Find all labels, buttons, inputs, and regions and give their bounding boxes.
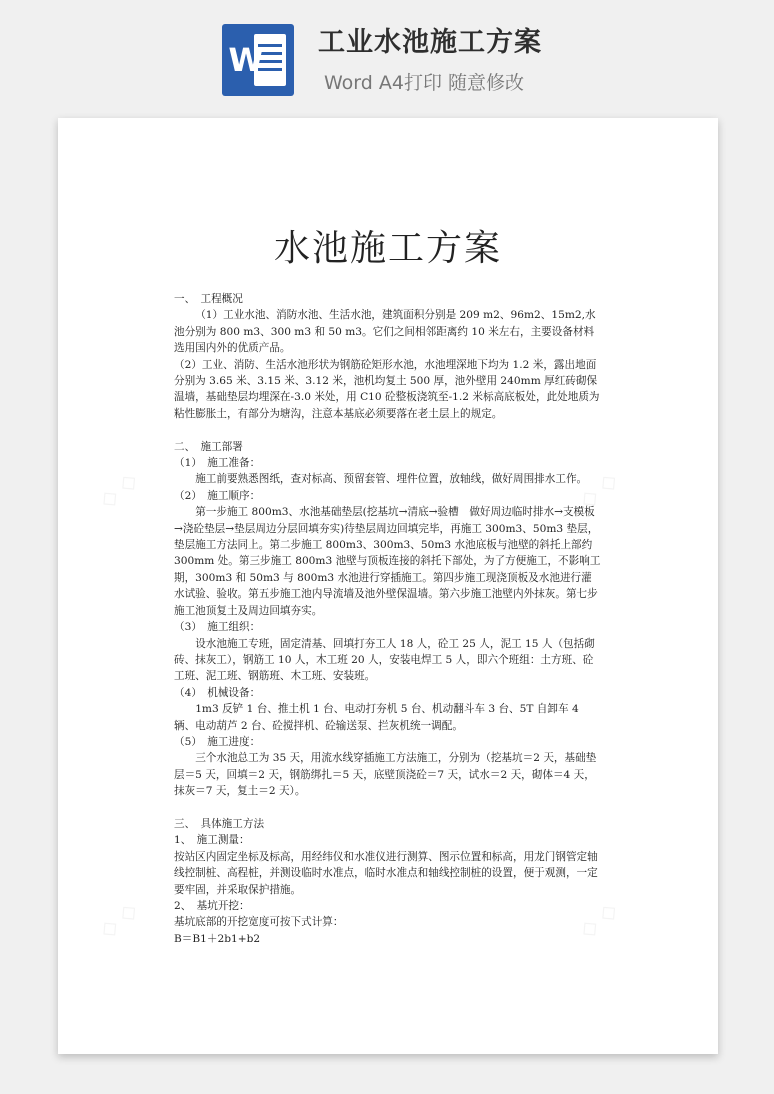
body-paragraph: （2）工业、消防、生活水池形状为钢筋砼矩形水池，水池埋深地下均为 1.2 米，露出地面分别为 3.65 米、3.15 米、3.12 米，池机均复土 500 厚，池外壁用 240mm 厚红砖砌保温墙，基础垫层均埋深在-3.0 米处，用 C10 砼整板浇筑至-1.2 米标高底板处，此处地质为粘性膨胀土，有部分为塘沟，注意本基底必须要落在老土层上的规定。 [174, 358, 600, 420]
subsection-heading: （2） 施工顺序： [174, 489, 261, 502]
document-body [174, 291, 602, 947]
word-icon-letter: W [228, 41, 264, 79]
subsection-heading: （4） 机械设备： [174, 686, 261, 699]
word-icon [222, 24, 294, 96]
spacer [174, 800, 602, 816]
banner-subtitle: Word A4打印 随意修改 [324, 72, 525, 94]
subsection-heading: （3） 施工组织： [174, 621, 261, 634]
section-heading: 三、 具体施工方法 [174, 817, 265, 830]
body-paragraph: 第一步施工 800m3、水池基础垫层(挖基坑→清底→验槽 做好周边临时排水→支模板→浇砼垫层→垫层周边分层回填夯实)待垫层周边回填完毕，再施工 300m3、50m3 垫层，垫层施工方法同上。第二步施工 800m3、300m3、50m3 水池底板与池壁的斜托上部约 300mm 处。第三步施工 800m3 池壁与顶板连接的斜托下部处，为了方便施工，不影响工期，300m3 和 50m3 与 800m3 水池进行穿插施工。第四步施工现浇顶板及水池进行灌水试验、验收。第五步施工池内导流墙及池外壁保温墙。第六步施工池壁内外抹灰。第七步施工池顶复土及周边回填夯实。 [174, 506, 601, 617]
subsection-heading: （1） 施工准备： [174, 457, 261, 470]
subsection-heading: 1、 施工测量： [174, 834, 250, 847]
body-paragraph: 1m3 反铲 1 台、推土机 1 台、电动打夯机 5 台、机动翻斗车 3 台、5T 自卸车 4 辆、电动葫芦 2 台、砼搅拌机、砼输送泵、拦灰机统一调配。 [174, 703, 579, 732]
body-paragraph: 三个水池总工为 35 天，用流水线穿插施工方法施工，分别为（挖基坑＝2 天，基础垫层＝5 天，回填＝2 天，钢筋绑扎＝5 天，底壁顶浇砼＝7 天，试水＝2 天，砌体＝4 天，抹灰＝7 天，复土＝2 天）。 [174, 752, 597, 798]
body-paragraph: （1）工业水池、消防水池、生活水池，建筑面积分别是 209 m2、96m2、15m2,水池分别为 800 m3、300 m3 和 50 m3。它们之间相邻距离约 10 米左右，主要设备材料选用国内外的优质产品。 [174, 309, 596, 355]
banner [0, 0, 774, 112]
document-page [58, 118, 718, 1054]
subsection-heading: （5） 施工进度： [174, 735, 261, 748]
body-paragraph: 基坑底部的开挖宽度可按下式计算： [174, 916, 344, 929]
watermark: ◇ ◇ [574, 467, 623, 514]
spacer [174, 422, 602, 438]
body-paragraph: 设水池施工专班，固定清基、回填打夯工人 18 人，砼工 25 人，泥工 15 人（包括砌砖、抹灰工），钢筋工 10 人，木工班 20 人，安装电焊工 5 人，即六个班组：土方班、砼工班、泥工班、钢筋班、木工班、安装班。 [174, 637, 595, 683]
formula: B＝B1＋2b1+b2 [174, 932, 261, 945]
watermark: ◇ ◇ [94, 897, 143, 944]
section-heading: 二、 施工部署 [174, 440, 243, 453]
subsection-heading: 2、 基坑开挖： [174, 900, 250, 912]
watermark: ◇ ◇ [94, 467, 143, 514]
banner-title: 工业水池施工方案 [318, 27, 542, 58]
document-title: 水池施工方案 [273, 228, 502, 269]
watermark: ◇ ◇ [574, 897, 623, 944]
body-paragraph: 按站区内固定坐标及标高，用经纬仪和水准仪进行测算、图示位置和标高，用龙门钢管定轴线控制桩、高程桩，并测设临时水准点，临时水准点和轴线控制桩的设置，便于观测，一定要牢固，并采取保护措施。 [174, 850, 598, 896]
section-heading: 一、 工程概况 [174, 293, 243, 305]
body-paragraph: 施工前要熟悉图纸，查对标高、预留套管、埋件位置，放轴线，做好周围排水工作。 [195, 473, 588, 486]
